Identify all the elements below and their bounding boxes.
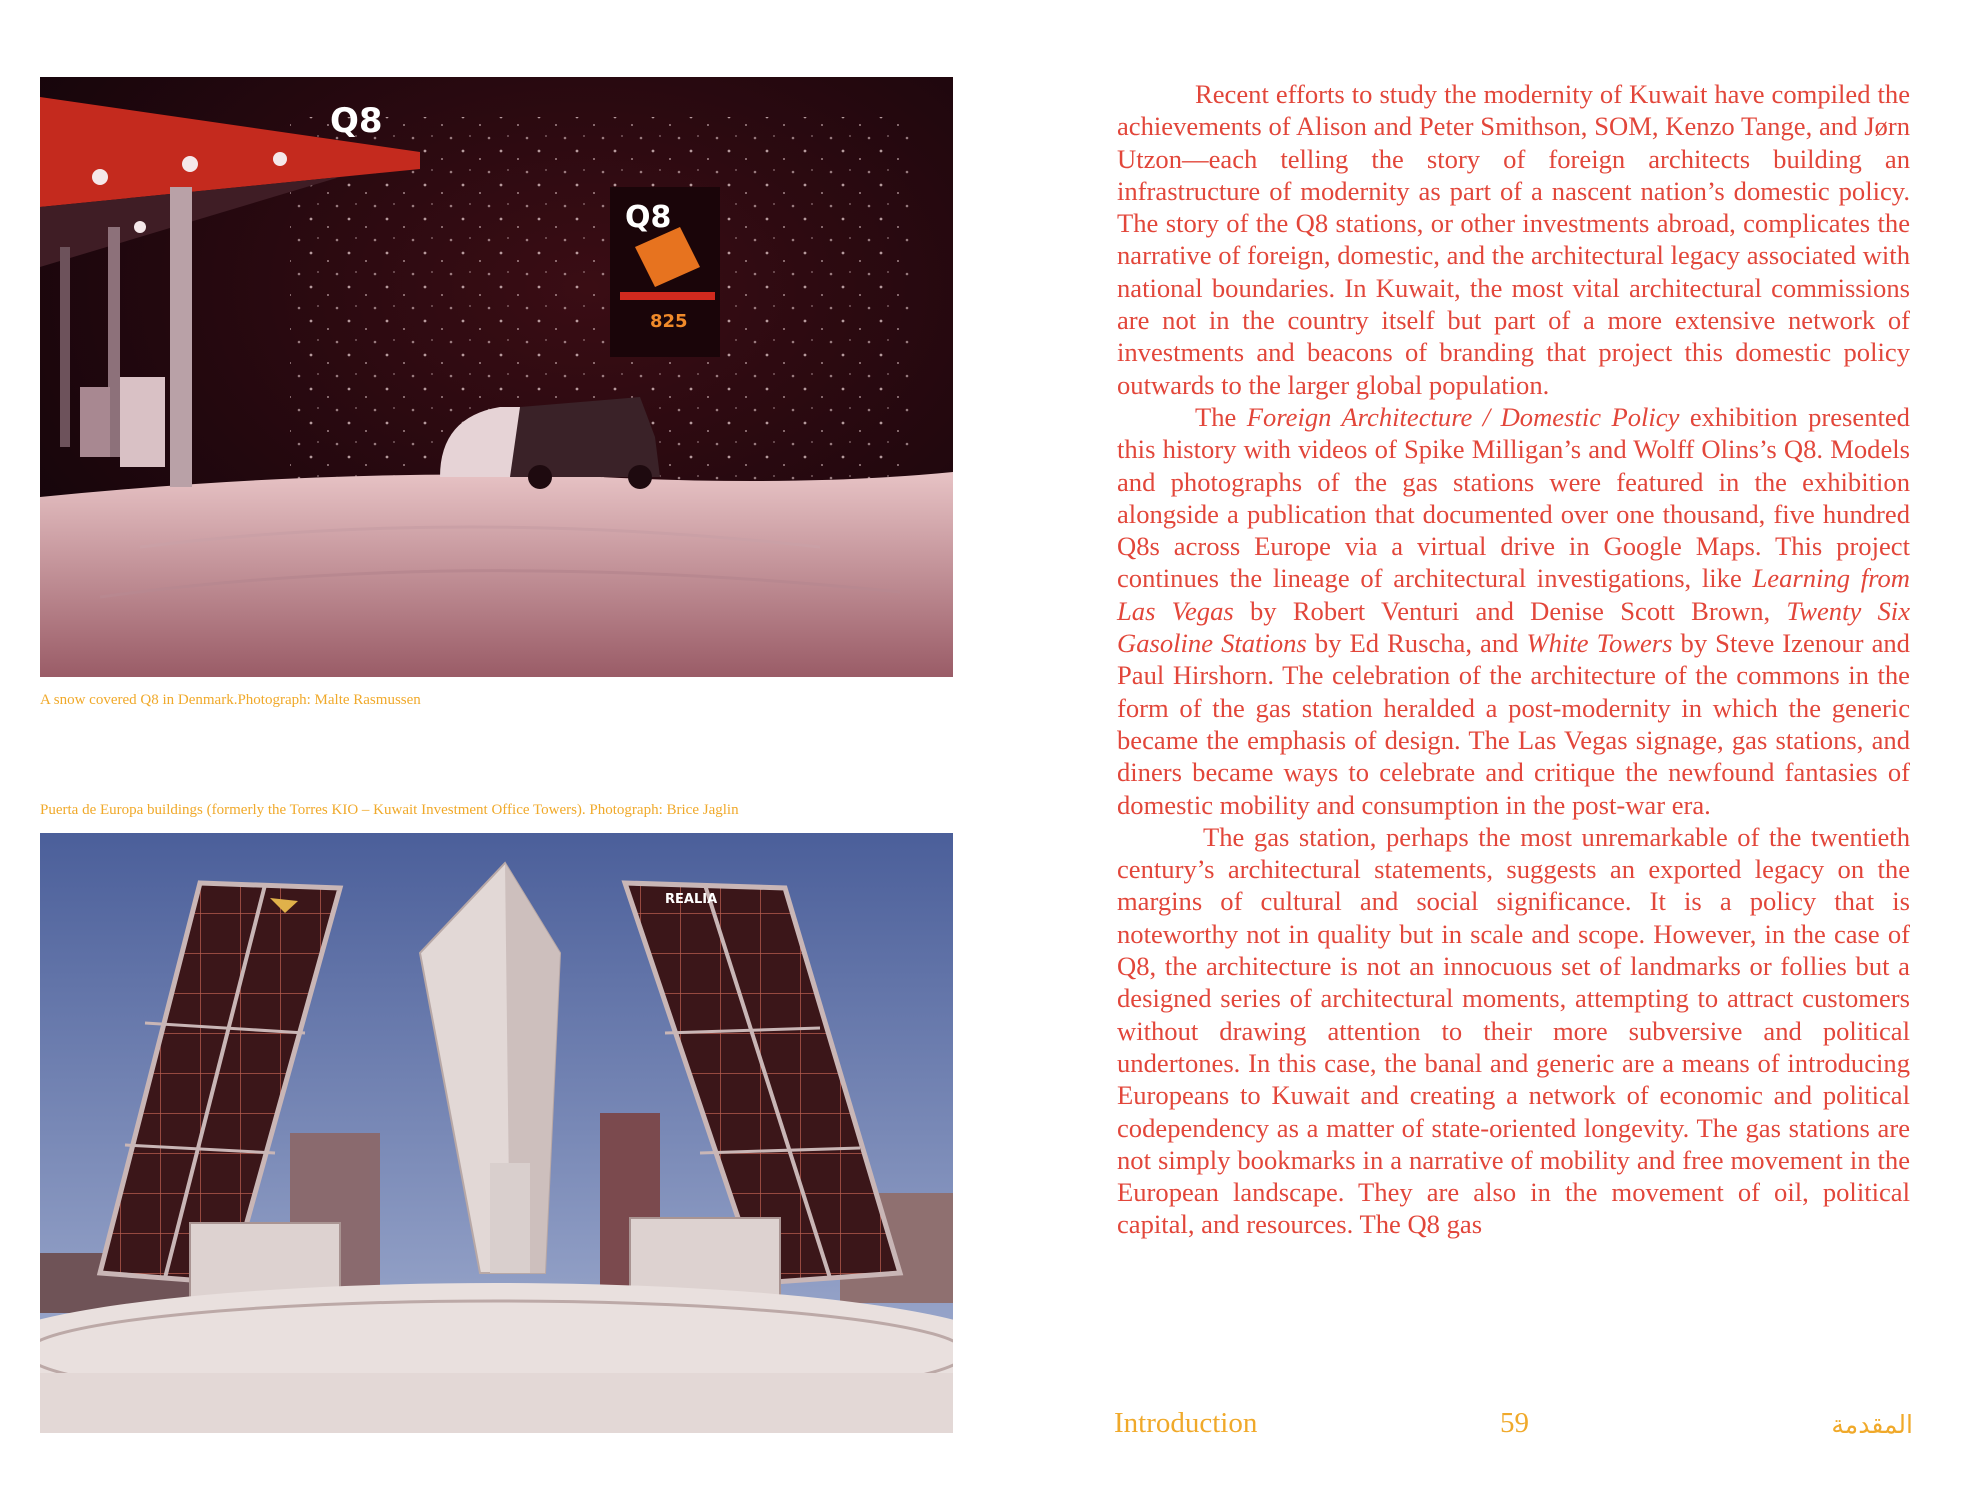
paragraph: Recent efforts to study the modernity of Kuwait have compiled the achievements of Alison and Peter Smithson, SOM, Kenzo Tange, and Jørn Utzon—each telling the story of foreign architects building an infrastructure of modernity as part of a nascent nation’s domestic policy. The story of the Q8 stations, or other investments abroad, complicates the narrative of foreign, domestic, and the architectural legacy associated with national boundaries. In Kuwait, the most vital architectural commissions are not in the country itself but part of a more extensive network of investments and beacons of branding that project this domestic policy outwards to the larger global population.	[1117, 79, 1910, 400]
figure-caption: Puerta de Europa buildings (formerly the Torres KIO – Kuwait Investment Office Towers). Photograph: Brice Jaglin	[40, 802, 739, 818]
realia-sign: REALIA	[665, 892, 718, 907]
page-number: 59	[1500, 1407, 1529, 1439]
q8-station-illustration	[40, 77, 953, 677]
pylon-q8-logo: Q8	[625, 200, 672, 235]
italic-title: Foreign Architecture / Domestic Policy	[1246, 401, 1680, 432]
fuel-price-display: 825	[650, 311, 688, 332]
body-text	[1117, 78, 1910, 1241]
figure-caption: A snow covered Q8 in Denmark.Photograph: Malte Rasmussen	[40, 692, 421, 708]
footer-section-title-arabic: المقدمة	[1831, 1410, 1913, 1439]
canopy-q8-logo: Q8	[330, 101, 383, 141]
footer-section-title: Introduction	[1114, 1407, 1258, 1439]
paragraph: The gas station, perhaps the most unremarkable of the twentieth century’s architectural statements, suggests an exported legacy on the margins of cultural and social significance. It is a policy that is noteworthy not in quality but in scale and scope. However, in the case of Q8, the architecture is not an innocuous set of landmarks or follies but a designed series of architectural moments, attempting to attract customers without drawing attention to their more subversive and political undertones. In this case, the banal and generic are a means of introducing Europeans to Kuwait and creating a network of economic and political codependency as a matter of state-oriented longevity. The gas stations are not simply bookmarks in a narrative of mobility and free movement in the European landscape. They are also in the movement of oil, political capital, and resources. The Q8 gas	[1117, 821, 1910, 1240]
kio-towers-illustration	[40, 833, 953, 1433]
italic-title: Learning from Las Vegas	[1117, 563, 1910, 626]
photo-puerta-de-europa	[40, 833, 953, 1433]
italic-title: White Towers	[1526, 628, 1673, 659]
italic-title: Twenty Six Gasoline Stations	[1117, 595, 1911, 659]
photo-q8-station-snow	[40, 77, 953, 677]
paragraph: The Foreign Architecture / Domestic Policy exhibition presented this history with videos of Spike Milligan’s and Wolff Olins’s Q8. Models and photographs of the gas stations were featured in the exhibition alongside a publication that documented over one thousand, five hundred Q8s across Europe via a virtual drive in Google Maps. This project continues the lineage of architectural investigations, like Learning from Las Vegas by Robert Venturi and Denise Scott Brown, Twenty Six Gasoline Stations by Ed Ruscha, and White Towers by Steve Izenour and Paul Hirshorn. The celebration of the architecture of the commons in the form of the gas station heralded a post-modernity in which the generic became the emphasis of design. The Las Vegas signage, gas stations, and diners became ways to celebrate and critique the newfound fantasies of domestic mobility and consumption in the post-war era.	[1117, 401, 1911, 820]
